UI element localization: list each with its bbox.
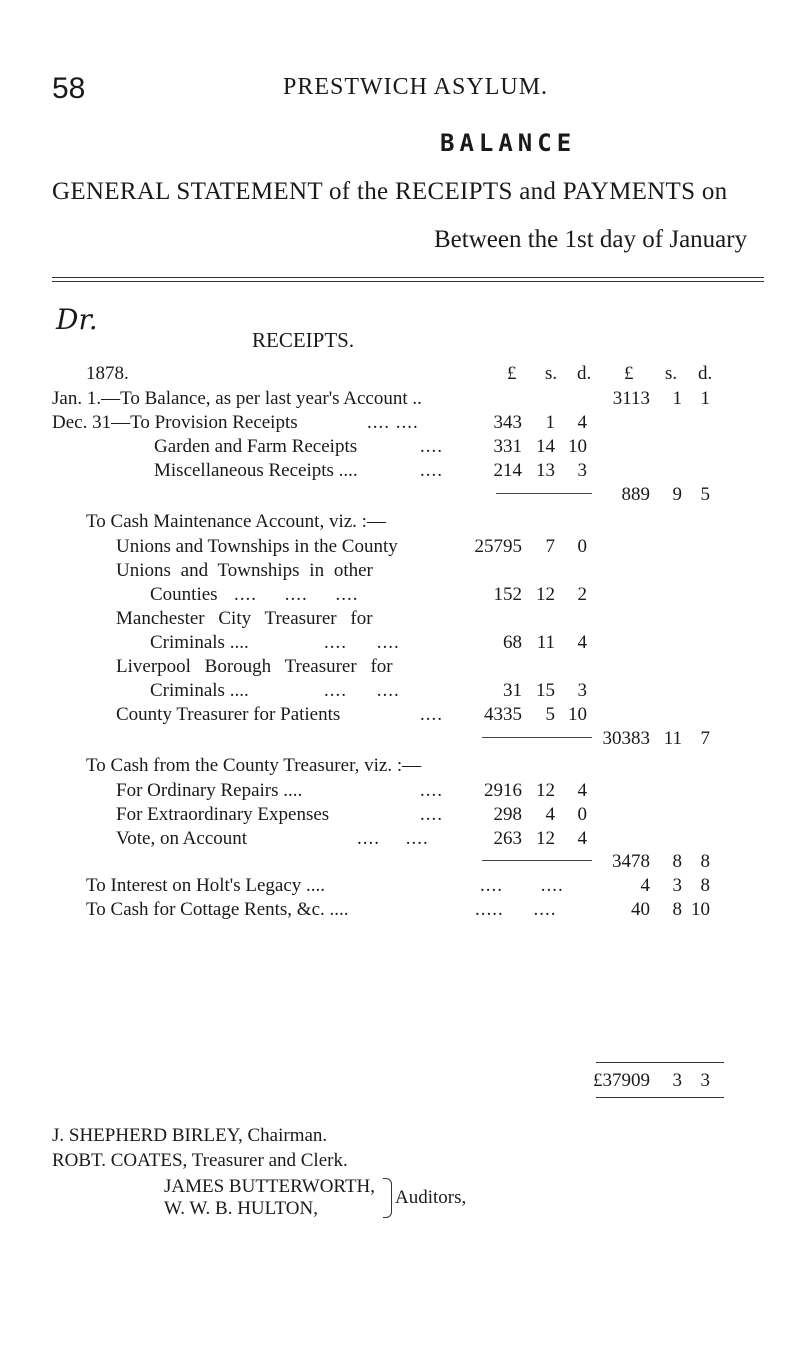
total-rule-bottom xyxy=(596,1097,724,1098)
dr-mark: Dr. xyxy=(56,303,98,336)
row-unions-county-inner-pounds: 25795 xyxy=(474,536,522,557)
row-manchester-dots: .... .... xyxy=(324,632,400,653)
header-rule-top xyxy=(52,277,764,278)
subtotal-2-pence: 7 xyxy=(700,728,710,749)
row-provision-inner-pence: 4 xyxy=(577,412,587,433)
signature-auditors-label: Auditors, xyxy=(395,1187,467,1208)
row-vote-inner-shillings: 12 xyxy=(536,828,555,849)
row-patients-inner-shillings: 5 xyxy=(545,704,555,725)
col-head-outer-pounds: £ xyxy=(624,363,634,384)
row-extraordinary-inner-pounds: 298 xyxy=(493,804,522,825)
row-balance-outer-pence: 1 xyxy=(700,388,710,409)
auditors-brace xyxy=(383,1178,392,1218)
row-garden-inner-pounds: 331 xyxy=(493,436,522,457)
statement-title: GENERAL STATEMENT of the RECEIPTS and PAYMENTS on xyxy=(52,178,728,205)
row-liverpool-label: Criminals .... xyxy=(150,680,249,701)
subtotal-2-pounds: 30383 xyxy=(602,728,650,749)
subtotal-1-shillings: 9 xyxy=(672,484,682,505)
row-ordinary-inner-pence: 4 xyxy=(577,780,587,801)
subtotal-3-rule xyxy=(482,860,592,861)
row-cottage-outer-shillings: 8 xyxy=(672,899,682,920)
row-liverpool-inner-shillings: 15 xyxy=(536,680,555,701)
row-patients-inner-pounds: 4335 xyxy=(484,704,522,725)
period-line: Between the 1st day of January xyxy=(434,226,748,253)
row-cottage-dots: ..... .... xyxy=(475,899,557,920)
row-manchester-inner-shillings: 11 xyxy=(536,632,555,653)
row-extraordinary-inner-pence: 0 xyxy=(577,804,587,825)
subtotal-2-shillings: 11 xyxy=(663,728,682,749)
row-unions-other-inner-pence: 2 xyxy=(577,584,587,605)
subtotal-3-pence: 8 xyxy=(700,851,710,872)
row-vote-label: Vote, on Account xyxy=(116,828,248,849)
row-patients-inner-pence: 10 xyxy=(568,704,587,725)
row-garden-dots: .... xyxy=(420,436,443,457)
row-ordinary-inner-pounds: 2916 xyxy=(484,780,522,801)
row-liverpool-line1: Liverpool Borough Treasurer for xyxy=(116,656,393,677)
row-provision-inner-pounds: 343 xyxy=(493,412,522,433)
row-unions-county-inner-shillings: 7 xyxy=(545,536,555,557)
row-manchester-label: Criminals .... xyxy=(150,632,249,653)
col-head-outer-pence: d. xyxy=(698,363,713,384)
grand-total-pounds: £37909 xyxy=(593,1070,650,1091)
row-manchester-line1: Manchester City Treasurer for xyxy=(116,608,373,629)
row-unions-other-inner-pounds: 152 xyxy=(493,584,522,605)
row-balance-outer-shillings: 1 xyxy=(672,388,682,409)
row-extraordinary-label: For Extraordinary Expenses xyxy=(116,804,330,825)
header-rule-bottom xyxy=(52,281,764,282)
row-interest-outer-pounds: 4 xyxy=(640,875,650,896)
row-garden-label: Garden and Farm Receipts xyxy=(154,436,358,457)
row-liverpool-dots: .... .... xyxy=(324,680,400,701)
row-balance-outer-pounds: 3113 xyxy=(612,388,650,409)
grand-total-shillings: 3 xyxy=(672,1070,682,1091)
row-patients-dots: .... xyxy=(420,704,443,725)
running-title: PRESTWICH ASYLUM. xyxy=(283,74,549,100)
row-garden-inner-shillings: 14 xyxy=(536,436,555,457)
row-liverpool-inner-pence: 3 xyxy=(577,680,587,701)
col-head-inner-shillings: s. xyxy=(545,363,558,384)
row-manchester-inner-pence: 4 xyxy=(577,632,587,653)
row-ordinary-dots: .... xyxy=(420,780,443,801)
row-vote-dots: .... .... xyxy=(357,828,429,849)
row-vote-inner-pounds: 263 xyxy=(493,828,522,849)
maintenance-heading: To Cash Maintenance Account, viz. :— xyxy=(86,511,386,532)
row-garden-inner-pence: 10 xyxy=(568,436,587,457)
row-ordinary-inner-shillings: 12 xyxy=(536,780,555,801)
subtotal-3-pounds: 3478 xyxy=(612,851,650,872)
signature-chairman: J. SHEPHERD BIRLEY, Chairman. xyxy=(52,1125,328,1146)
row-unions-county-inner-pence: 0 xyxy=(577,536,587,557)
row-patients-label: County Treasurer for Patients xyxy=(116,704,341,725)
row-misc-dots: .... xyxy=(420,460,443,481)
row-vote-inner-pence: 4 xyxy=(577,828,587,849)
row-provision-dots: .... .... xyxy=(367,412,419,433)
row-ordinary-label: For Ordinary Repairs .... xyxy=(116,780,303,801)
row-unions-county-label: Unions and Townships in the County xyxy=(116,536,398,557)
grand-total-pence: 3 xyxy=(700,1070,710,1091)
signature-treasurer: ROBT. COATES, Treasurer and Clerk. xyxy=(52,1150,348,1171)
row-liverpool-inner-pounds: 31 xyxy=(503,680,522,701)
row-unions-other-label: Counties xyxy=(150,584,218,605)
row-unions-other-inner-shillings: 12 xyxy=(536,584,555,605)
row-cottage-outer-pence: 10 xyxy=(691,899,710,920)
row-interest-outer-pence: 8 xyxy=(700,875,710,896)
row-misc-inner-pence: 3 xyxy=(577,460,587,481)
year-label: 1878. xyxy=(86,363,129,384)
row-misc-inner-pounds: 214 xyxy=(493,460,522,481)
row-manchester-inner-pounds: 68 xyxy=(503,632,522,653)
row-interest-label: To Interest on Holt's Legacy .... xyxy=(86,875,326,896)
row-cottage-outer-pounds: 40 xyxy=(631,899,650,920)
row-cottage-label: To Cash for Cottage Rents, &c. .... xyxy=(86,899,349,920)
page-number: 58 xyxy=(52,72,86,105)
row-extraordinary-dots: .... xyxy=(420,804,443,825)
section-title: BALANCE xyxy=(440,129,577,157)
subtotal-1-pounds: 889 xyxy=(621,484,650,505)
total-rule-top xyxy=(596,1062,724,1063)
row-unions-other-dots: .... .... .... xyxy=(234,584,359,605)
county-treasurer-heading: To Cash from the County Treasurer, viz. :— xyxy=(86,755,422,776)
row-unions-other-line1: Unions and Townships in other xyxy=(116,560,373,581)
row-misc-inner-shillings: 13 xyxy=(536,460,555,481)
col-head-inner-pounds: £ xyxy=(507,363,517,384)
col-head-outer-shillings: s. xyxy=(665,363,678,384)
subtotal-1-rule xyxy=(496,493,592,494)
row-balance-label: Jan. 1.—To Balance, as per last year's Account .. xyxy=(52,388,422,409)
receipts-heading: RECEIPTS. xyxy=(252,328,355,352)
row-provision-label: Dec. 31—To Provision Receipts xyxy=(52,412,298,433)
row-interest-dots: .... .... xyxy=(480,875,564,896)
signature-auditor-1: JAMES BUTTERWORTH, xyxy=(164,1176,376,1197)
col-head-inner-pence: d. xyxy=(577,363,592,384)
row-misc-label: Miscellaneous Receipts .... xyxy=(154,460,358,481)
signature-auditor-2: W. W. B. HULTON, xyxy=(164,1198,318,1219)
subtotal-3-shillings: 8 xyxy=(672,851,682,872)
row-interest-outer-shillings: 3 xyxy=(672,875,682,896)
row-provision-inner-shillings: 1 xyxy=(545,412,555,433)
subtotal-2-rule xyxy=(482,737,592,738)
row-extraordinary-inner-shillings: 4 xyxy=(545,804,555,825)
subtotal-1-pence: 5 xyxy=(700,484,710,505)
